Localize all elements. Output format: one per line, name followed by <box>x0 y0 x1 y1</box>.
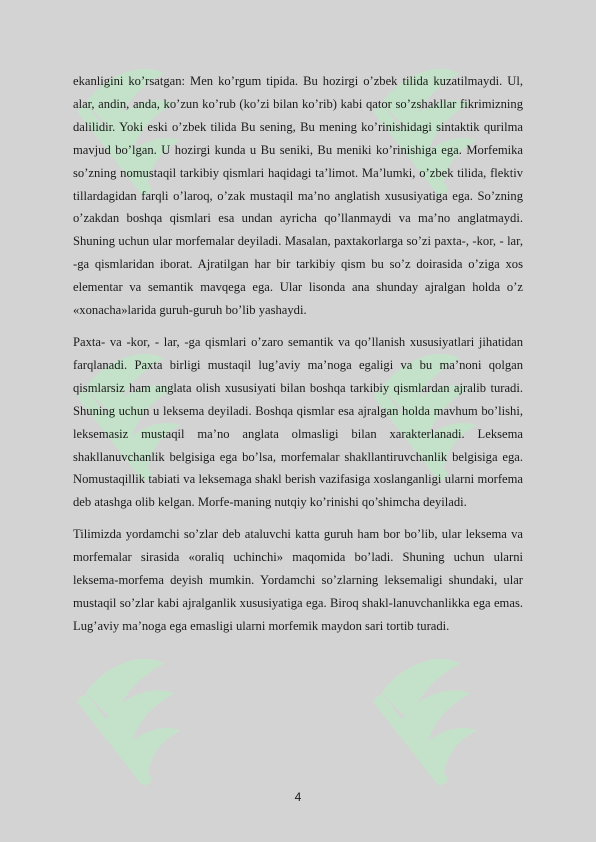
paragraph-2: Paxta- va -kor, - lar, -ga qismlari o’zaro semantik va qo’llanish xususiyatlari jihatidan farqlanadi. Paxta birligi mustaqil lug’aviy ma’noga egaligi va bu ma’noni qolgan qismlarsiz ham anglata olish xususiyati bilan boshqa tarkibiy qismlardan ajralib turadi. Shuning uchun u leksema deyiladi. Boshqa qismlar esa ajralgan holda mavhum bo’lishi, leksemasiz mustaqil ma’no anglata olmasligi bilan xarakterlanadi. Leksema shakllanuvchanlik belgisiga ega bo’lsa, morfemalar shakllantiruvchanlik belgisiga ega. Nomustaqillik tabiati va leksemaga shakl berish vazifasiga xoslanganligi ularni morfema deb atashga olib kelgan. Morfe-maning nutqiy ko’rinishi qo’shimcha deyiladi. <box>73 334 523 510</box>
leaf-logo-icon <box>72 640 222 790</box>
page-number: 4 <box>294 790 302 804</box>
document-body <box>73 70 523 647</box>
leaf-logo-icon <box>368 640 518 790</box>
paragraph-1: ekanligini ko’rsatgan: Men ko’rgum tipida. Bu hozirgi o’zbek tilida kuzatilmaydi. Ul, alar, andin, anda, ko’zun ko’rub (ko’zi bilan ko’rib) kabi qator so’zshakllar fikrimizning dalilidir. Yoki eski o’zbek tilida Bu sening, Bu mening ko’rinishidagi sintaktik qurilma mavjud bo’lgan. U hozirgi kunda u Bu seniki, Bu meniki ko’rinishiga ega. Morfemika so’zning nomustaqil tarkibiy qismlari haqidagi ta’limot. Ma’lumki, o’zbek tilida, flektiv tillardagidan farqli o’laroq, o’zak mustaqil ma’no anglatish xususiyatiga ega. So’zning o’zakdan boshqa qismlari esa undan ayricha qo’llanmaydi va ma’no anglatmaydi. Shuning uchun ular morfemalar deyiladi. Masalan, paxtakorlarga so’zi paxta-, -kor, - lar, -ga qismlaridan iborat. Ajratilgan har bir tarkibiy qism bu so’z doirasida o’ziga xos elementar va semantik mavqega ega. Ular lisonda ana shunday ajralgan holda o’z «xonacha»larida guruh-guruh bo’lib yashaydi. <box>73 74 523 318</box>
paragraph-3: Tilimizda yordamchi so’zlar deb ataluvchi katta guruh ham bor bo’lib, ular leksema va morfemalar sirasida «oraliq uchinchi» maqomida bo’ladi. Shuning uchun ularni leksema-morfema deyish mumkin. Yordamchi so’zlarning leksemaligi shundaki, ular mustaqil so’zlar kabi ajralganlik xususiyatiga ega. Biroq shakl-lanuvchanlikka ega emas. Lug’aviy ma’noga ega emasligi ularni morfemik maydon sari tortib turadi. <box>73 527 523 633</box>
